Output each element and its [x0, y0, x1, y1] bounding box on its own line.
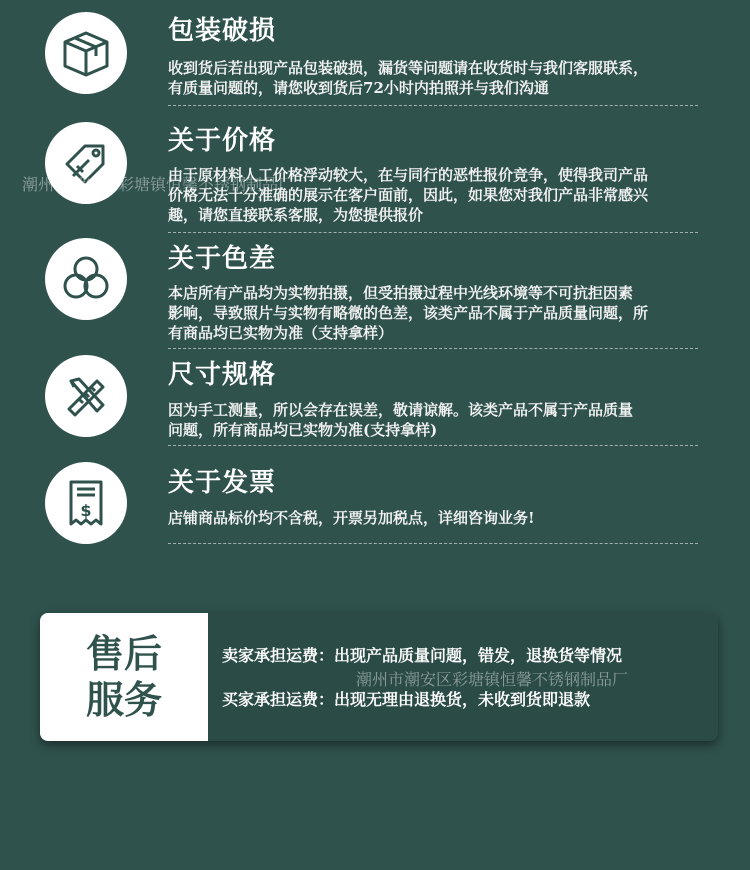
section-title: 关于色差	[168, 244, 277, 274]
section-title: 尺寸规格	[168, 360, 277, 390]
divider	[168, 543, 698, 544]
divider	[168, 232, 698, 233]
box-icon	[45, 12, 127, 94]
body-line: 问题，所有商品均已实物为准(支持拿样)	[168, 421, 438, 439]
section-title: 包装破损	[168, 16, 277, 46]
divider	[168, 445, 698, 446]
body-line: 由于原材料人工价格浮动较大，在与同行的恶性报价竞争，使得我司产品	[168, 166, 649, 184]
body-line: 价格无法十分准确的展示在客户面前，因此，如果您对我们产品非常感兴	[168, 186, 649, 204]
section-title: 关于价格	[168, 126, 277, 156]
ruler-pencil-icon	[45, 355, 127, 437]
body-line: 有商品均已实物为准（支持拿样）	[168, 324, 394, 342]
after-sales-label-line: 服务	[85, 677, 162, 722]
after-sales-label-line: 售后	[85, 631, 162, 676]
body-line: 店铺商品标价均不含税，开票另加税点，详细咨询业务!	[168, 509, 535, 527]
section-body	[168, 58, 708, 98]
body-line: 有质量问题的，请您收到货后72小时内拍照并与我们沟通	[168, 79, 549, 97]
divider	[168, 105, 698, 106]
after-sales-label	[40, 613, 208, 741]
buyer-shipping-policy: 买家承担运费：出现无理由退换货，未收到货即退款	[222, 690, 591, 709]
watermark: 潮州市潮安区彩塘镇恒馨不锈钢制品厂	[356, 670, 629, 689]
section-title: 关于发票	[168, 468, 277, 498]
body-line: 本店所有产品均为实物拍摄，但受拍摄过程中光线环境等不可抗拒因素	[168, 284, 634, 302]
body-line: 因为手工测量，所以会存在误差，敬请谅解。该类产品不属于产品质量	[168, 401, 634, 419]
section-body	[168, 283, 708, 343]
body-line: 影响，导致照片与实物有略微的色差，该类产品不属于产品质量问题，所	[168, 304, 649, 322]
seller-shipping-policy: 卖家承担运费：出现产品质量问题，错发，退换货等情况	[222, 646, 623, 665]
section-body	[168, 508, 708, 528]
divider	[168, 348, 698, 349]
receipt-dollar-icon	[45, 462, 127, 544]
color-circles-icon	[45, 238, 127, 320]
svg-text:$: $	[80, 501, 92, 520]
body-line: 趣，请您直接联系客服，为您提供报价	[168, 206, 424, 224]
watermark: 潮州市潮安区彩塘镇恒馨不锈钢制品厂	[22, 175, 295, 194]
section-body	[168, 400, 708, 440]
body-line: 收到货后若出现产品包装破损，漏货等问题请在收货时与我们客服联系，	[168, 59, 649, 77]
